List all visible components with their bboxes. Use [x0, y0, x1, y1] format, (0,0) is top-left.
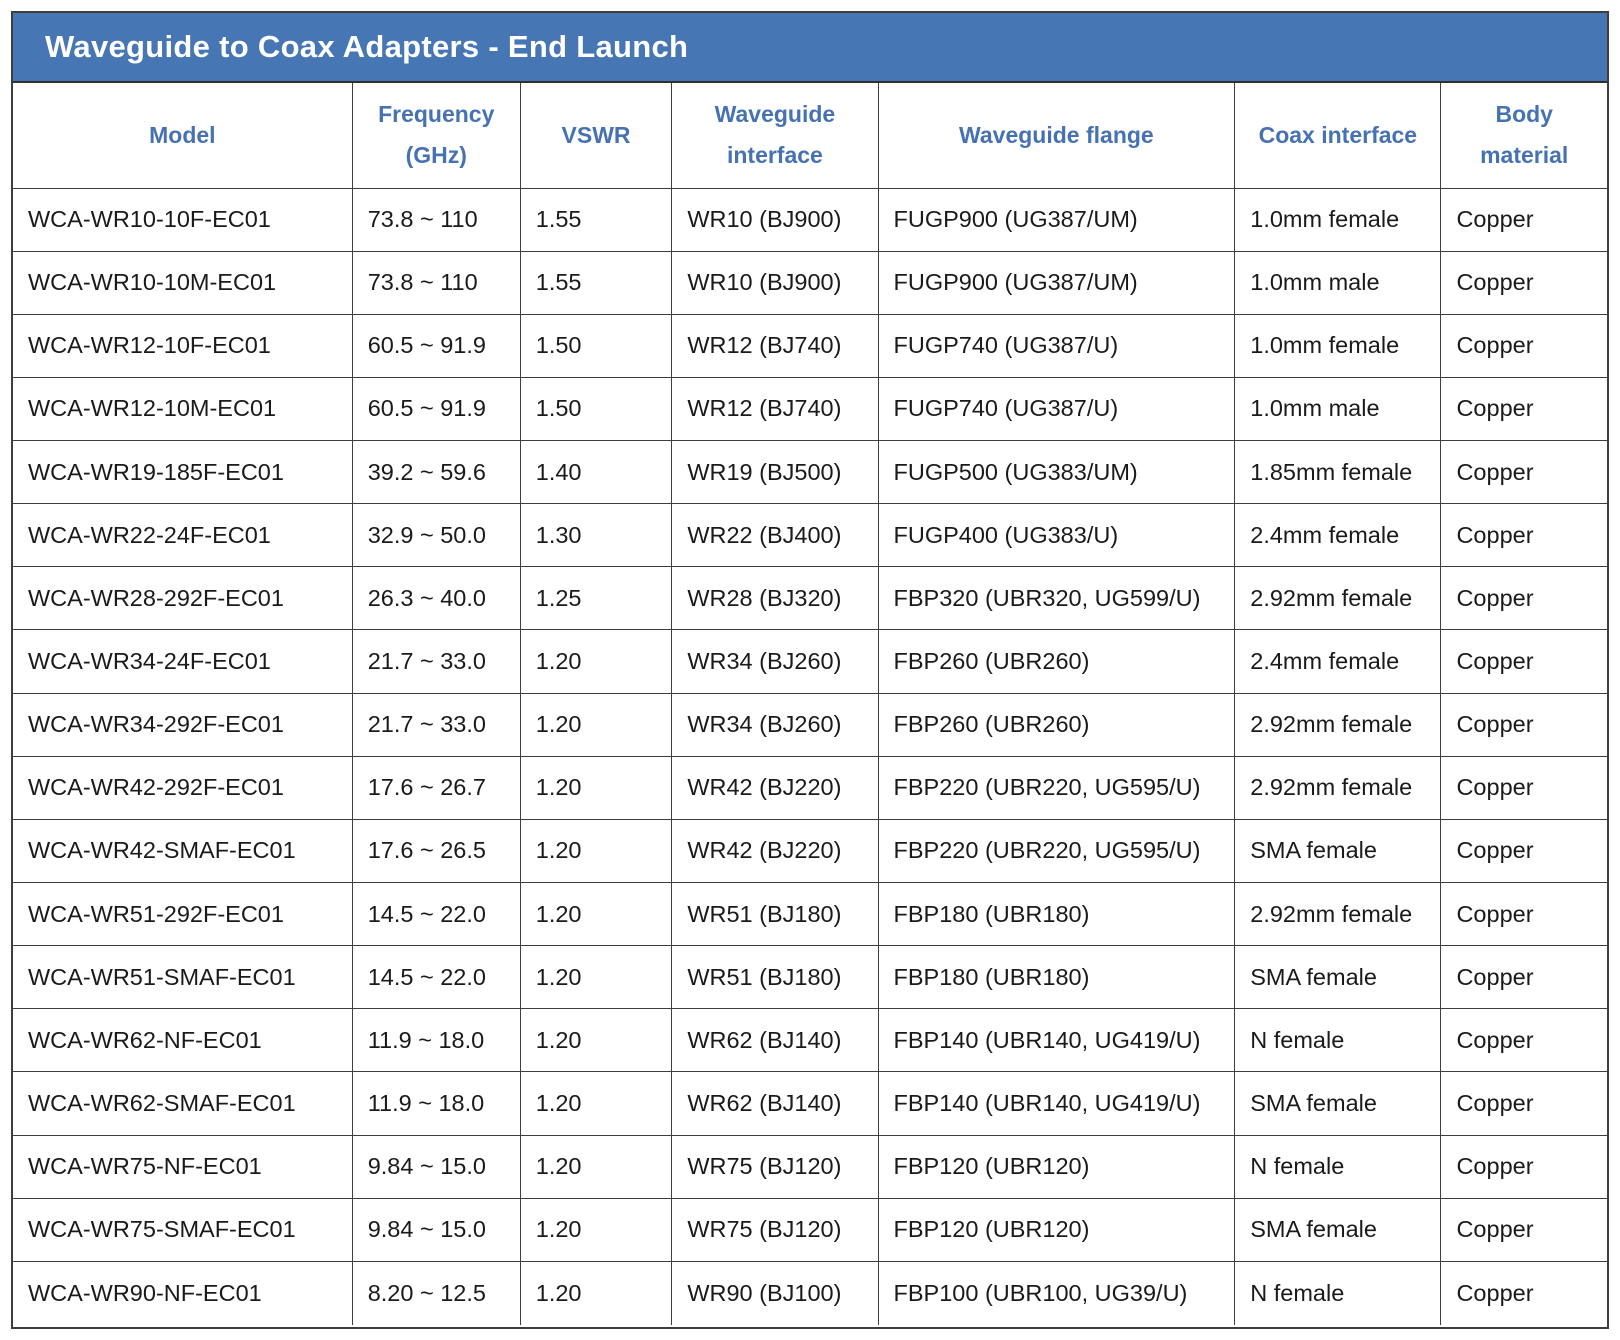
coax-interface-cell: 1.0mm female	[1235, 314, 1441, 377]
vswr-cell: 1.55	[520, 251, 672, 314]
model-cell: WCA-WR19-185F-EC01	[13, 441, 352, 504]
table-row	[13, 441, 1607, 504]
table-row	[13, 1009, 1607, 1072]
model-cell: WCA-WR51-292F-EC01	[13, 883, 352, 946]
waveguide-interface-cell: WR12 (BJ740)	[672, 314, 878, 377]
model-cell: WCA-WR22-24F-EC01	[13, 504, 352, 567]
frequency-cell: 60.5 ~ 91.9	[352, 377, 520, 440]
table-title: Waveguide to Coax Adapters - End Launch	[45, 29, 689, 64]
frequency-cell: 60.5 ~ 91.9	[352, 314, 520, 377]
body-material-cell: Copper	[1441, 188, 1607, 251]
waveguide-interface-cell: WR75 (BJ120)	[672, 1198, 878, 1261]
coax-interface-cell: SMA female	[1235, 819, 1441, 882]
model-cell: WCA-WR90-NF-EC01	[13, 1261, 352, 1324]
waveguide-interface-cell: WR51 (BJ180)	[672, 883, 878, 946]
waveguide-flange-cell: FUGP740 (UG387/U)	[878, 314, 1235, 377]
vswr-cell: 1.55	[520, 188, 672, 251]
waveguide-flange-cell: FUGP740 (UG387/U)	[878, 377, 1235, 440]
model-cell: WCA-WR62-NF-EC01	[13, 1009, 352, 1072]
model-cell: WCA-WR10-10F-EC01	[13, 188, 352, 251]
waveguide-flange-cell: FUGP900 (UG387/UM)	[878, 251, 1235, 314]
waveguide-flange-cell: FBP120 (UBR120)	[878, 1135, 1235, 1198]
model-cell: WCA-WR10-10M-EC01	[13, 251, 352, 314]
model-cell: WCA-WR42-292F-EC01	[13, 756, 352, 819]
body-material-cell: Copper	[1441, 1198, 1607, 1261]
model-cell: WCA-WR34-24F-EC01	[13, 630, 352, 693]
waveguide-flange-cell: FUGP500 (UG383/UM)	[878, 441, 1235, 504]
frequency-cell: 73.8 ~ 110	[352, 188, 520, 251]
body-material-cell: Copper	[1441, 314, 1607, 377]
body-material-cell: Copper	[1441, 756, 1607, 819]
waveguide-interface-cell: WR42 (BJ220)	[672, 819, 878, 882]
header-row	[13, 83, 1607, 188]
col-header-waveguide-flange: Waveguide flange	[878, 83, 1235, 188]
coax-interface-cell: N female	[1235, 1261, 1441, 1324]
waveguide-interface-cell: WR22 (BJ400)	[672, 504, 878, 567]
coax-interface-cell: 2.92mm female	[1235, 756, 1441, 819]
col-header-coax-interface: Coax interface	[1235, 83, 1441, 188]
waveguide-interface-cell: WR34 (BJ260)	[672, 693, 878, 756]
model-cell: WCA-WR62-SMAF-EC01	[13, 1072, 352, 1135]
model-cell: WCA-WR42-SMAF-EC01	[13, 819, 352, 882]
model-cell: WCA-WR34-292F-EC01	[13, 693, 352, 756]
col-header-body-material: Body material	[1441, 83, 1607, 188]
vswr-cell: 1.30	[520, 504, 672, 567]
model-cell: WCA-WR12-10F-EC01	[13, 314, 352, 377]
coax-interface-cell: N female	[1235, 1009, 1441, 1072]
model-cell: WCA-WR51-SMAF-EC01	[13, 946, 352, 1009]
table-body	[13, 188, 1607, 1325]
table-row	[13, 883, 1607, 946]
frequency-cell: 14.5 ~ 22.0	[352, 946, 520, 1009]
waveguide-flange-cell: FUGP900 (UG387/UM)	[878, 188, 1235, 251]
waveguide-flange-cell: FUGP400 (UG383/U)	[878, 504, 1235, 567]
frequency-cell: 21.7 ~ 33.0	[352, 630, 520, 693]
waveguide-interface-cell: WR75 (BJ120)	[672, 1135, 878, 1198]
frequency-cell: 17.6 ~ 26.7	[352, 756, 520, 819]
vswr-cell: 1.25	[520, 567, 672, 630]
vswr-cell: 1.50	[520, 377, 672, 440]
body-material-cell: Copper	[1441, 819, 1607, 882]
waveguide-flange-cell: FBP120 (UBR120)	[878, 1198, 1235, 1261]
coax-interface-cell: 2.92mm female	[1235, 883, 1441, 946]
vswr-cell: 1.20	[520, 1198, 672, 1261]
table-row	[13, 188, 1607, 251]
body-material-cell: Copper	[1441, 377, 1607, 440]
waveguide-flange-cell: FBP320 (UBR320, UG599/U)	[878, 567, 1235, 630]
body-material-cell: Copper	[1441, 1072, 1607, 1135]
frequency-cell: 9.84 ~ 15.0	[352, 1135, 520, 1198]
table-row	[13, 1135, 1607, 1198]
frequency-cell: 8.20 ~ 12.5	[352, 1261, 520, 1324]
adapter-spec-table	[13, 83, 1607, 1325]
col-header-model: Model	[13, 83, 352, 188]
model-cell: WCA-WR75-SMAF-EC01	[13, 1198, 352, 1261]
vswr-cell: 1.20	[520, 756, 672, 819]
table-row	[13, 377, 1607, 440]
coax-interface-cell: 1.0mm male	[1235, 377, 1441, 440]
frequency-cell: 9.84 ~ 15.0	[352, 1198, 520, 1261]
table-row	[13, 504, 1607, 567]
vswr-cell: 1.20	[520, 1261, 672, 1324]
coax-interface-cell: N female	[1235, 1135, 1441, 1198]
body-material-cell: Copper	[1441, 883, 1607, 946]
col-header-vswr: VSWR	[520, 83, 672, 188]
vswr-cell: 1.50	[520, 314, 672, 377]
table-title-bar	[13, 13, 1607, 83]
coax-interface-cell: 1.0mm female	[1235, 188, 1441, 251]
body-material-cell: Copper	[1441, 946, 1607, 1009]
vswr-cell: 1.20	[520, 1009, 672, 1072]
waveguide-interface-cell: WR10 (BJ900)	[672, 251, 878, 314]
coax-interface-cell: 2.4mm female	[1235, 504, 1441, 567]
frequency-cell: 11.9 ~ 18.0	[352, 1072, 520, 1135]
body-material-cell: Copper	[1441, 1009, 1607, 1072]
waveguide-flange-cell: FBP260 (UBR260)	[878, 693, 1235, 756]
waveguide-interface-cell: WR12 (BJ740)	[672, 377, 878, 440]
product-table-sheet	[11, 11, 1609, 1329]
coax-interface-cell: SMA female	[1235, 946, 1441, 1009]
waveguide-flange-cell: FBP220 (UBR220, UG595/U)	[878, 756, 1235, 819]
frequency-cell: 21.7 ~ 33.0	[352, 693, 520, 756]
frequency-cell: 17.6 ~ 26.5	[352, 819, 520, 882]
col-header-frequency: Frequency (GHz)	[352, 83, 520, 188]
coax-interface-cell: 2.92mm female	[1235, 567, 1441, 630]
body-material-cell: Copper	[1441, 1135, 1607, 1198]
model-cell: WCA-WR75-NF-EC01	[13, 1135, 352, 1198]
frequency-cell: 26.3 ~ 40.0	[352, 567, 520, 630]
table-row	[13, 756, 1607, 819]
coax-interface-cell: 2.4mm female	[1235, 630, 1441, 693]
vswr-cell: 1.20	[520, 1072, 672, 1135]
waveguide-interface-cell: WR62 (BJ140)	[672, 1009, 878, 1072]
table-row	[13, 693, 1607, 756]
body-material-cell: Copper	[1441, 630, 1607, 693]
waveguide-flange-cell: FBP100 (UBR100, UG39/U)	[878, 1261, 1235, 1324]
waveguide-flange-cell: FBP180 (UBR180)	[878, 946, 1235, 1009]
table-row	[13, 630, 1607, 693]
table-row	[13, 1198, 1607, 1261]
waveguide-interface-cell: WR42 (BJ220)	[672, 756, 878, 819]
waveguide-flange-cell: FBP140 (UBR140, UG419/U)	[878, 1009, 1235, 1072]
body-material-cell: Copper	[1441, 567, 1607, 630]
body-material-cell: Copper	[1441, 504, 1607, 567]
model-cell: WCA-WR12-10M-EC01	[13, 377, 352, 440]
vswr-cell: 1.20	[520, 883, 672, 946]
waveguide-flange-cell: FBP140 (UBR140, UG419/U)	[878, 1072, 1235, 1135]
coax-interface-cell: 1.0mm male	[1235, 251, 1441, 314]
waveguide-interface-cell: WR90 (BJ100)	[672, 1261, 878, 1324]
vswr-cell: 1.20	[520, 819, 672, 882]
waveguide-interface-cell: WR62 (BJ140)	[672, 1072, 878, 1135]
waveguide-flange-cell: FBP220 (UBR220, UG595/U)	[878, 819, 1235, 882]
frequency-cell: 11.9 ~ 18.0	[352, 1009, 520, 1072]
table-row	[13, 1261, 1607, 1324]
vswr-cell: 1.20	[520, 630, 672, 693]
table-row	[13, 819, 1607, 882]
body-material-cell: Copper	[1441, 693, 1607, 756]
body-material-cell: Copper	[1441, 251, 1607, 314]
table-row	[13, 314, 1607, 377]
body-material-cell: Copper	[1441, 441, 1607, 504]
frequency-cell: 14.5 ~ 22.0	[352, 883, 520, 946]
body-material-cell: Copper	[1441, 1261, 1607, 1324]
waveguide-interface-cell: WR51 (BJ180)	[672, 946, 878, 1009]
waveguide-interface-cell: WR19 (BJ500)	[672, 441, 878, 504]
table-row	[13, 1072, 1607, 1135]
vswr-cell: 1.40	[520, 441, 672, 504]
waveguide-flange-cell: FBP260 (UBR260)	[878, 630, 1235, 693]
frequency-cell: 32.9 ~ 50.0	[352, 504, 520, 567]
coax-interface-cell: 2.92mm female	[1235, 693, 1441, 756]
waveguide-interface-cell: WR10 (BJ900)	[672, 188, 878, 251]
vswr-cell: 1.20	[520, 693, 672, 756]
coax-interface-cell: SMA female	[1235, 1072, 1441, 1135]
vswr-cell: 1.20	[520, 1135, 672, 1198]
waveguide-flange-cell: FBP180 (UBR180)	[878, 883, 1235, 946]
table-row	[13, 251, 1607, 314]
frequency-cell: 73.8 ~ 110	[352, 251, 520, 314]
model-cell: WCA-WR28-292F-EC01	[13, 567, 352, 630]
waveguide-interface-cell: WR34 (BJ260)	[672, 630, 878, 693]
vswr-cell: 1.20	[520, 946, 672, 1009]
frequency-cell: 39.2 ~ 59.6	[352, 441, 520, 504]
table-row	[13, 946, 1607, 1009]
coax-interface-cell: 1.85mm female	[1235, 441, 1441, 504]
table-row	[13, 567, 1607, 630]
col-header-waveguide-interface: Waveguide interface	[672, 83, 878, 188]
waveguide-interface-cell: WR28 (BJ320)	[672, 567, 878, 630]
coax-interface-cell: SMA female	[1235, 1198, 1441, 1261]
